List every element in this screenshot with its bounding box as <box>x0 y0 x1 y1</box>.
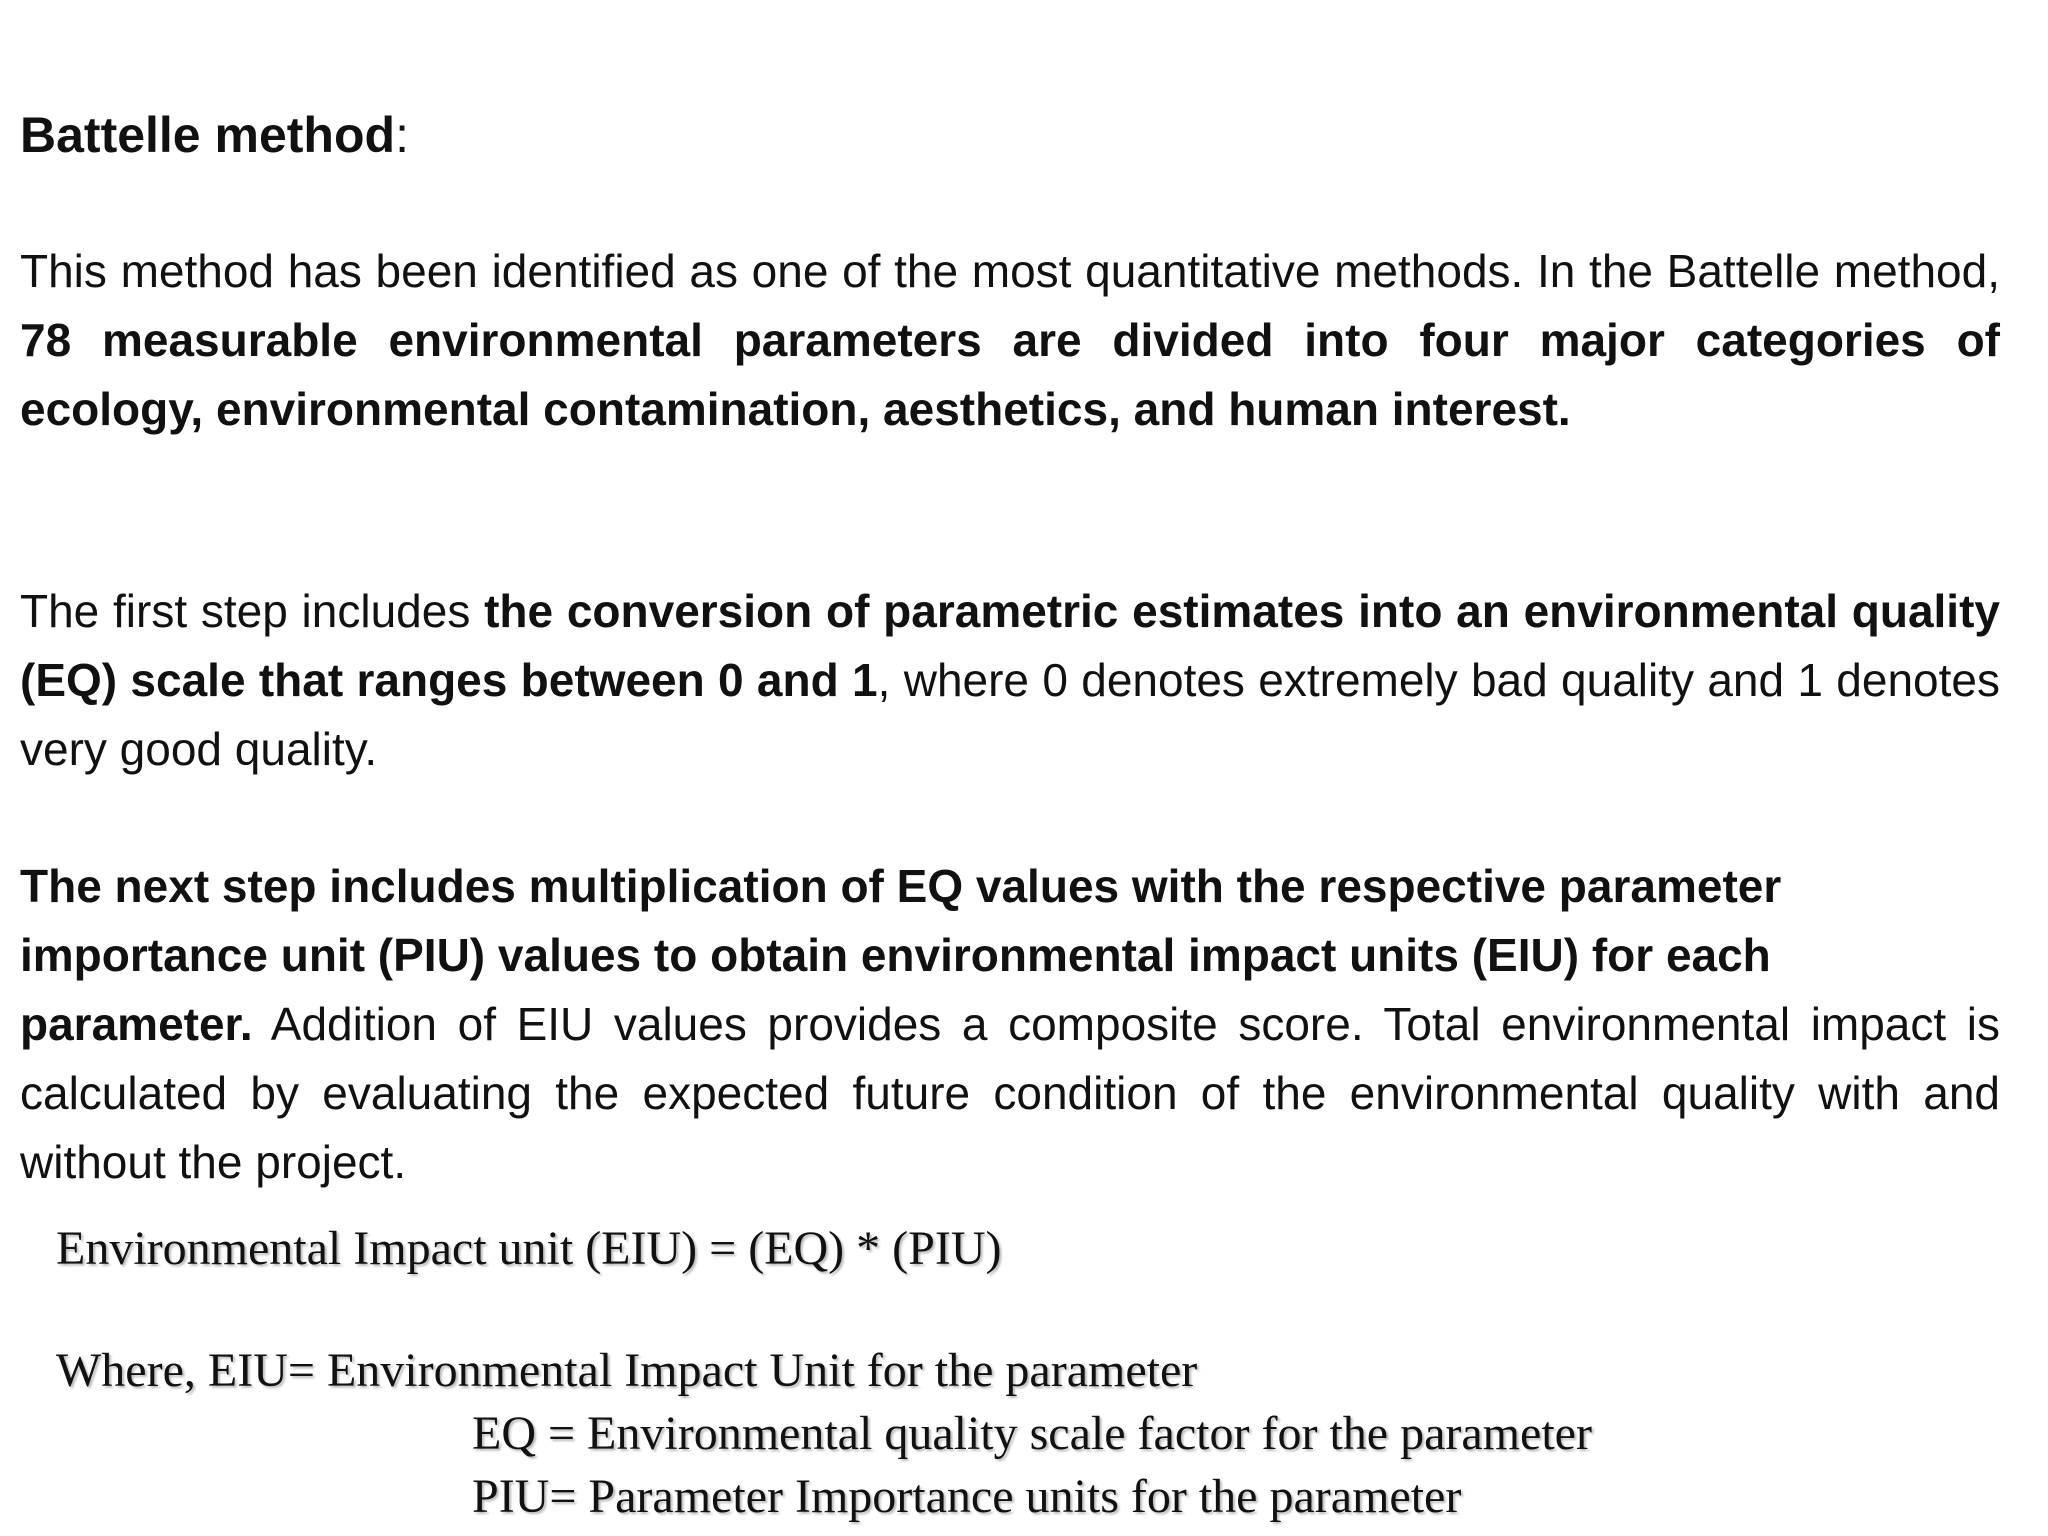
first-step-text: The first step includes <box>20 585 485 637</box>
paragraph-next-step <box>20 852 2000 1197</box>
intro-bold-text: 78 measurable environmental parameters are divided into four major categories of ecology, environmental contamination, aesthetics, and human interest. <box>20 314 2000 435</box>
title-text: Battelle method <box>20 107 396 163</box>
intro-text: This method has been identified as one of the most quantitative methods. In the Battelle method, <box>20 245 2000 297</box>
next-step-text: Addition of EIU values provides a composite score. Total environmental impact is calculated by evaluating the expected future condition of the environmental quality with and without the project. <box>20 998 2000 1188</box>
next-step-bold-line-2: importance unit (PIU) values to obtain environmental impact units (EIU) for each <box>20 929 1771 981</box>
paragraph-intro <box>20 237 2000 444</box>
piu-definition: PIU= Parameter Importance units for the parameter <box>472 1470 1462 1523</box>
first-step-tail-text: , where 0 denotes extremely bad quality and 1 denotes very good quality. <box>20 654 2000 775</box>
next-step-bold-line-3: parameter. <box>20 998 253 1050</box>
title-colon: : <box>395 107 409 163</box>
eiu-formula: Environmental Impact unit (EIU) = (EQ) * (PIU) <box>56 1222 1002 1275</box>
next-step-bold-line-1: The next step includes multiplication of EQ values with the respective parameter <box>20 860 1782 912</box>
paragraph-first-step <box>20 577 2000 784</box>
first-step-bold-text: the conversion of parametric estimates into an environmental quality (EQ) scale that ranges between 0 and 1 <box>20 585 2000 706</box>
slide-title <box>20 100 409 170</box>
eq-definition: EQ = Environmental quality scale factor for the parameter <box>472 1407 1592 1460</box>
where-eiu-definition: Where, EIU= Environmental Impact Unit for the parameter <box>56 1344 1198 1397</box>
